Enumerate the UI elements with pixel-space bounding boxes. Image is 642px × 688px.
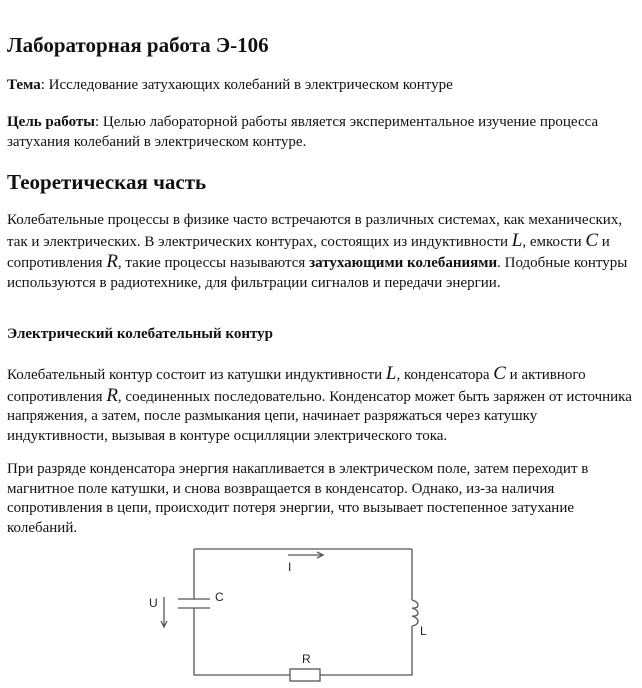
- symbol-r: R: [106, 251, 118, 273]
- current-label: I: [288, 560, 292, 574]
- circuit-text-b: , конденсатора: [396, 367, 494, 383]
- page-title: Лабораторная работа Э-106: [7, 33, 269, 57]
- theory-text-c: и сопротивления: [7, 233, 610, 272]
- theory-text-b: , емкости: [522, 233, 586, 250]
- theory-text-a: Колебательные процессы в физике часто встречаются в различных системах, как механических, так и электрических. В электрических контурах, состоящих из индуктивности: [7, 212, 623, 250]
- capacitor-label: C: [215, 590, 224, 604]
- left-wire-bottom: [194, 608, 290, 675]
- resistor-symbol: [290, 669, 320, 681]
- theory-heading: Теоретическая часть: [7, 170, 207, 194]
- circuit-text-c: и активного сопротивления: [7, 367, 586, 405]
- resistor-label: R: [302, 652, 311, 666]
- symbol-l: L: [511, 229, 523, 251]
- symbol-c: C: [585, 229, 599, 251]
- theory-text-e: . Подобные контуры используются в радиотехнике, для фильтрации сигналов и передачи энергии.: [7, 255, 628, 291]
- damped-oscillations-term: затухающими колебаниями: [309, 255, 498, 272]
- topic-text: : Исследование затухающих колебаний в электрическом контуре: [40, 77, 453, 93]
- topic-label: Тема: [7, 77, 41, 93]
- inductor-label: L: [420, 624, 427, 638]
- circuit-heading: Электрический колебательный контур: [7, 326, 274, 342]
- goal-label: Цель работы: [7, 114, 95, 130]
- bottom-right-wire: [320, 626, 412, 675]
- theory-text-d: , такие процессы называются: [117, 255, 310, 272]
- circuit-text-a: Колебательный контур состоит из катушки индуктивности: [7, 367, 386, 383]
- symbol-r: R: [106, 384, 118, 406]
- symbol-c: C: [493, 363, 506, 384]
- circuit-text-d: , соединенных последовательно. Конденсатор может быть заряжен от источника напряжения, а затем, после размыкания цепи, начинает разряжаться через катушку индуктивности, вызывая в контуре осцилляции электрического тока.: [7, 388, 632, 444]
- voltage-label: U: [149, 596, 158, 610]
- goal-text: : Целью лабораторной работы является экспериментальное изучение процесса затухания колебаний в электрическом контуре.: [7, 114, 599, 150]
- circuit-paragraph-2: При разряде конденсатора энергия накапливается в электрическом поле, затем переходит в магнитное поле катушки, и снова возвращается в конденсатор. Однако, из-за наличия сопротивления в цепи, происходит потеря энергии, что вызывает постепенное затухание колебаний.: [7, 461, 589, 536]
- symbol-l: L: [385, 363, 397, 384]
- inductor-coil: [412, 600, 418, 626]
